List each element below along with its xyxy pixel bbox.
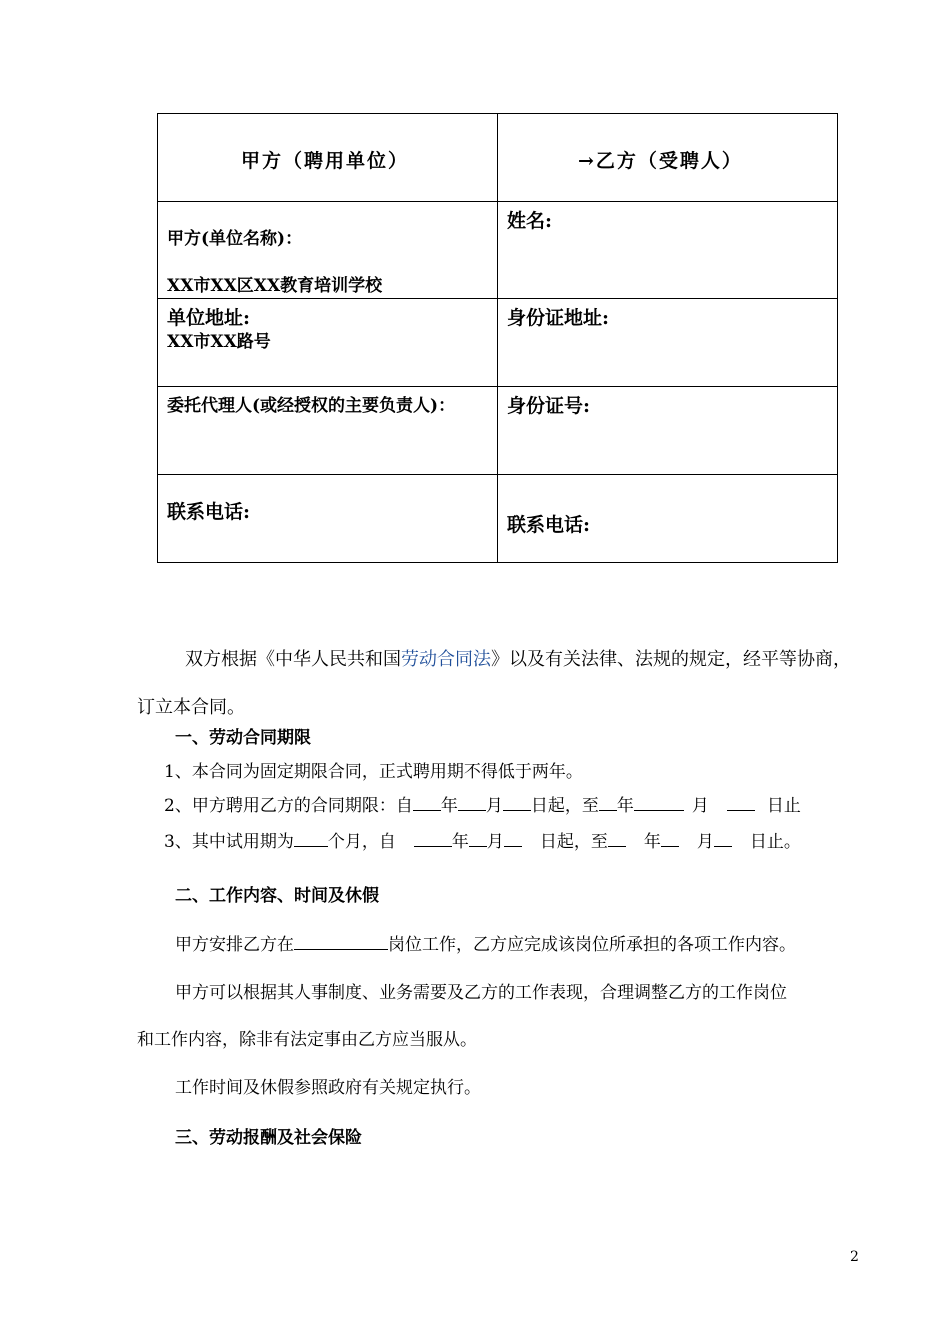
unit-name-value: XX市XX区XX教育培训学校	[167, 276, 383, 296]
text: 日止	[766, 796, 801, 816]
party-a-header: 甲方（聘用单位）	[241, 150, 410, 172]
unit-address-value: XX市XX路号	[167, 332, 271, 352]
text: 甲方安排乙方在	[175, 935, 294, 955]
section-2-paragraph-2: 甲方可以根据其人事制度、业务需要及乙方的工作表现，合理调整乙方的工作岗位	[175, 983, 787, 1003]
section-2-paragraph-1	[175, 930, 796, 955]
text: 年	[440, 796, 458, 816]
text: 日止。	[749, 832, 801, 852]
name-label: 姓名:	[507, 210, 553, 232]
unit-name-label: 甲方(单位名称)：	[167, 229, 303, 249]
section-3-title: 三、劳动报酬及社会保险	[175, 1128, 362, 1148]
text: 年	[616, 796, 634, 816]
agent-label: 委托代理人(或经授权的主要负责人)：	[167, 396, 456, 416]
labor-contract-law-link[interactable]: 劳动合同法	[401, 649, 491, 670]
text: 月	[486, 832, 504, 852]
section-1-item-2	[164, 791, 801, 816]
text: 3、其中试用期为	[164, 832, 294, 852]
intro-text: 》以及有关法律、法规的规定，经平等协商，	[491, 649, 851, 670]
party-a-phone-label: 联系电话:	[167, 501, 251, 523]
section-2-paragraph-3: 工作时间及休假参照政府有关规定执行。	[175, 1078, 481, 1098]
intro-continued: 订立本合同。	[137, 697, 245, 718]
page-number: 2	[850, 1249, 859, 1265]
section-2-title: 二、工作内容、时间及休假	[175, 886, 379, 906]
text: 岗位工作，乙方应完成该岗位所承担的各项工作内容。	[388, 935, 796, 955]
text: 月	[696, 832, 714, 852]
section-1-item-3	[164, 827, 801, 852]
text: 年	[451, 832, 469, 852]
text: 日起，至	[530, 796, 599, 816]
id-number-label: 身份证号:	[507, 395, 591, 417]
unit-address-label: 单位地址:	[167, 307, 251, 329]
party-b-phone-label: 联系电话:	[507, 514, 591, 536]
id-address-label: 身份证地址:	[507, 307, 610, 329]
text: 年	[643, 832, 661, 852]
section-1-item-1: 1、本合同为固定期限合同，正式聘用期不得低于两年。	[164, 762, 583, 782]
text: 2、甲方聘用乙方的合同期限：自	[164, 796, 413, 816]
text: 个月，自	[327, 832, 396, 852]
text: 月	[691, 796, 709, 816]
text: 月	[485, 796, 503, 816]
section-2-paragraph-2-continued: 和工作内容，除非有法定事由乙方应当服从。	[137, 1030, 477, 1050]
intro-text: 双方根据《中华人民共和国	[185, 649, 401, 670]
text: 日起，至	[539, 832, 608, 852]
section-1-title: 一、劳动合同期限	[175, 728, 311, 748]
party-b-header: →乙方（受聘人）	[578, 150, 743, 172]
intro-paragraph	[185, 645, 851, 671]
